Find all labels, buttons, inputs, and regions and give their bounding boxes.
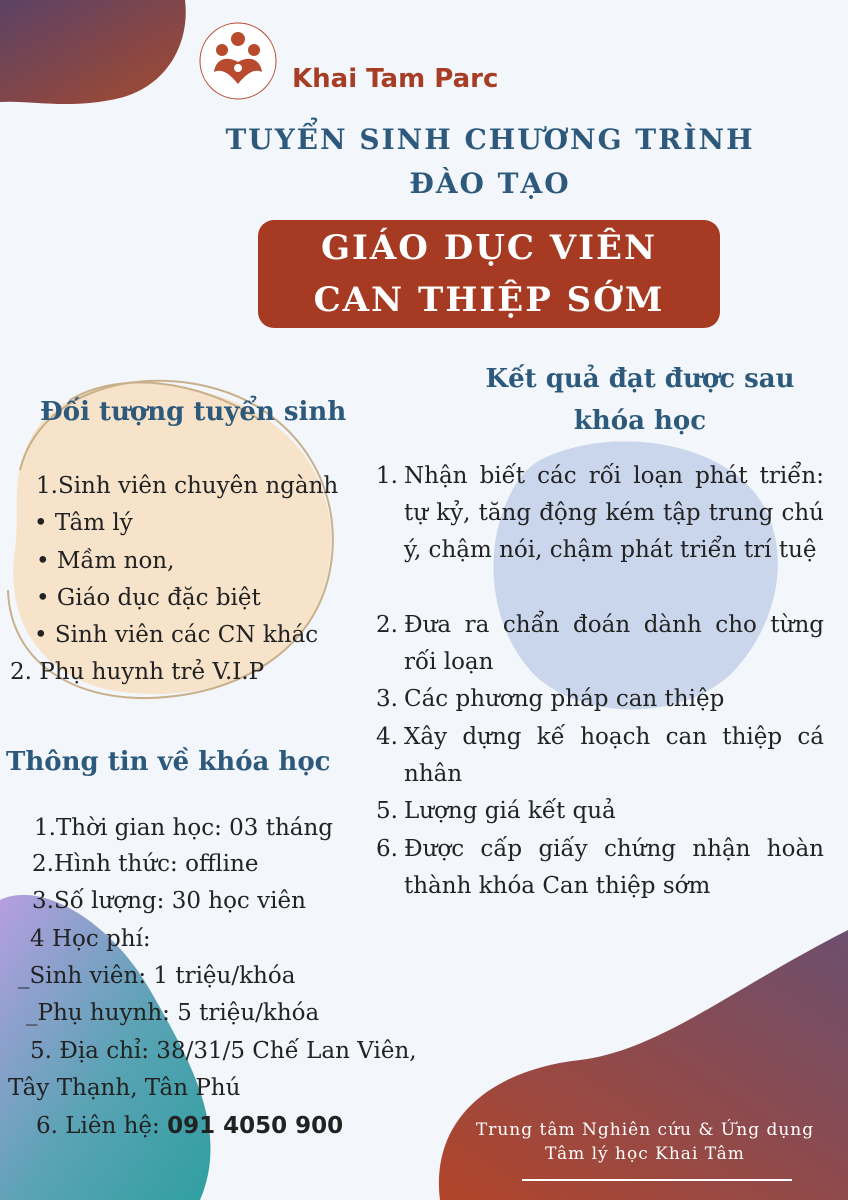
footer-line-1: Trung tâm Nghiên cứu & Ứng dụng xyxy=(475,1120,815,1140)
list-item: • Mầm non, xyxy=(36,548,175,574)
item-text: Nhận biết các rối loạn phát triển: tự kỷ, tăng động kém tập trung chú ý, chậm nói, chậm phát triển trí tuệ xyxy=(404,463,824,563)
title-line-2: ĐÀO TẠO xyxy=(409,167,571,200)
item-number: 2. xyxy=(376,612,398,638)
badge-line-1: GIÁO DỤC VIÊN xyxy=(320,228,658,268)
list-item: _Sinh viên: 1 triệu/khóa xyxy=(18,963,296,989)
item-number: 4. xyxy=(376,724,398,750)
results-heading-line-2: khóa học xyxy=(573,406,707,436)
contact-item xyxy=(36,1108,343,1145)
course-heading: Thông tin về khóa học xyxy=(6,747,331,777)
list-item: 5. Địa chỉ: 38/31/5 Chế Lan Viên, xyxy=(30,1038,417,1064)
item-text: Xây dựng kế hoạch can thiệp cá nhân xyxy=(404,724,824,787)
top-left-blob xyxy=(0,0,200,120)
badge-line-2: CAN THIỆP SỚM xyxy=(313,280,665,320)
item-number: 3. xyxy=(376,686,398,712)
results-heading-line-1: Kết quả đạt được sau xyxy=(485,364,795,394)
footer-divider xyxy=(522,1179,792,1181)
list-item: 4 Học phí: xyxy=(30,926,151,952)
list-item: _Phụ huynh: 5 triệu/khóa xyxy=(26,1000,320,1026)
brand-logo xyxy=(194,22,282,100)
list-item: 3.Số lượng: 30 học viên xyxy=(32,888,306,914)
item-text: Đưa ra chẩn đoán dành cho từng rối loạn xyxy=(404,612,824,675)
list-item: 2.Hình thức: offline xyxy=(32,851,259,877)
results-heading xyxy=(440,358,840,442)
target-heading: Đối tượng tuyển sinh xyxy=(40,397,347,427)
contact-label: 6. Liên hệ: xyxy=(36,1113,168,1139)
program-badge xyxy=(258,220,720,328)
item-number: 6. xyxy=(376,836,398,862)
item-text: Các phương pháp can thiệp xyxy=(404,686,725,712)
item-text: Lượng giá kết quả xyxy=(404,798,616,824)
list-item: • Sinh viên các CN khác xyxy=(34,622,319,648)
list-item: • Giáo dục đặc biệt xyxy=(36,585,261,611)
title-line-1: TUYỂN SINH CHƯƠNG TRÌNH xyxy=(225,123,755,156)
footer-organization xyxy=(450,1118,840,1166)
page-title xyxy=(200,118,780,206)
list-item: 2. Phụ huynh trẻ V.I.P xyxy=(10,659,265,685)
list-item: 1.Sinh viên chuyên ngành xyxy=(36,473,339,499)
item-text: Được cấp giấy chứng nhận hoàn thành khóa Can thiệp sớm xyxy=(404,836,824,899)
brand-name: Khai Tam Parc xyxy=(292,64,499,94)
list-item: Tây Thạnh, Tân Phú xyxy=(8,1075,241,1101)
item-number: 1. xyxy=(376,463,398,489)
item-number: 5. xyxy=(376,798,398,824)
list-item: • Tâm lý xyxy=(34,510,133,536)
footer-line-2: Tâm lý học Khai Tâm xyxy=(545,1144,745,1164)
list-item: 1.Thời gian học: 03 tháng xyxy=(34,815,334,841)
contact-phone: 091 4050 900 xyxy=(167,1113,344,1139)
